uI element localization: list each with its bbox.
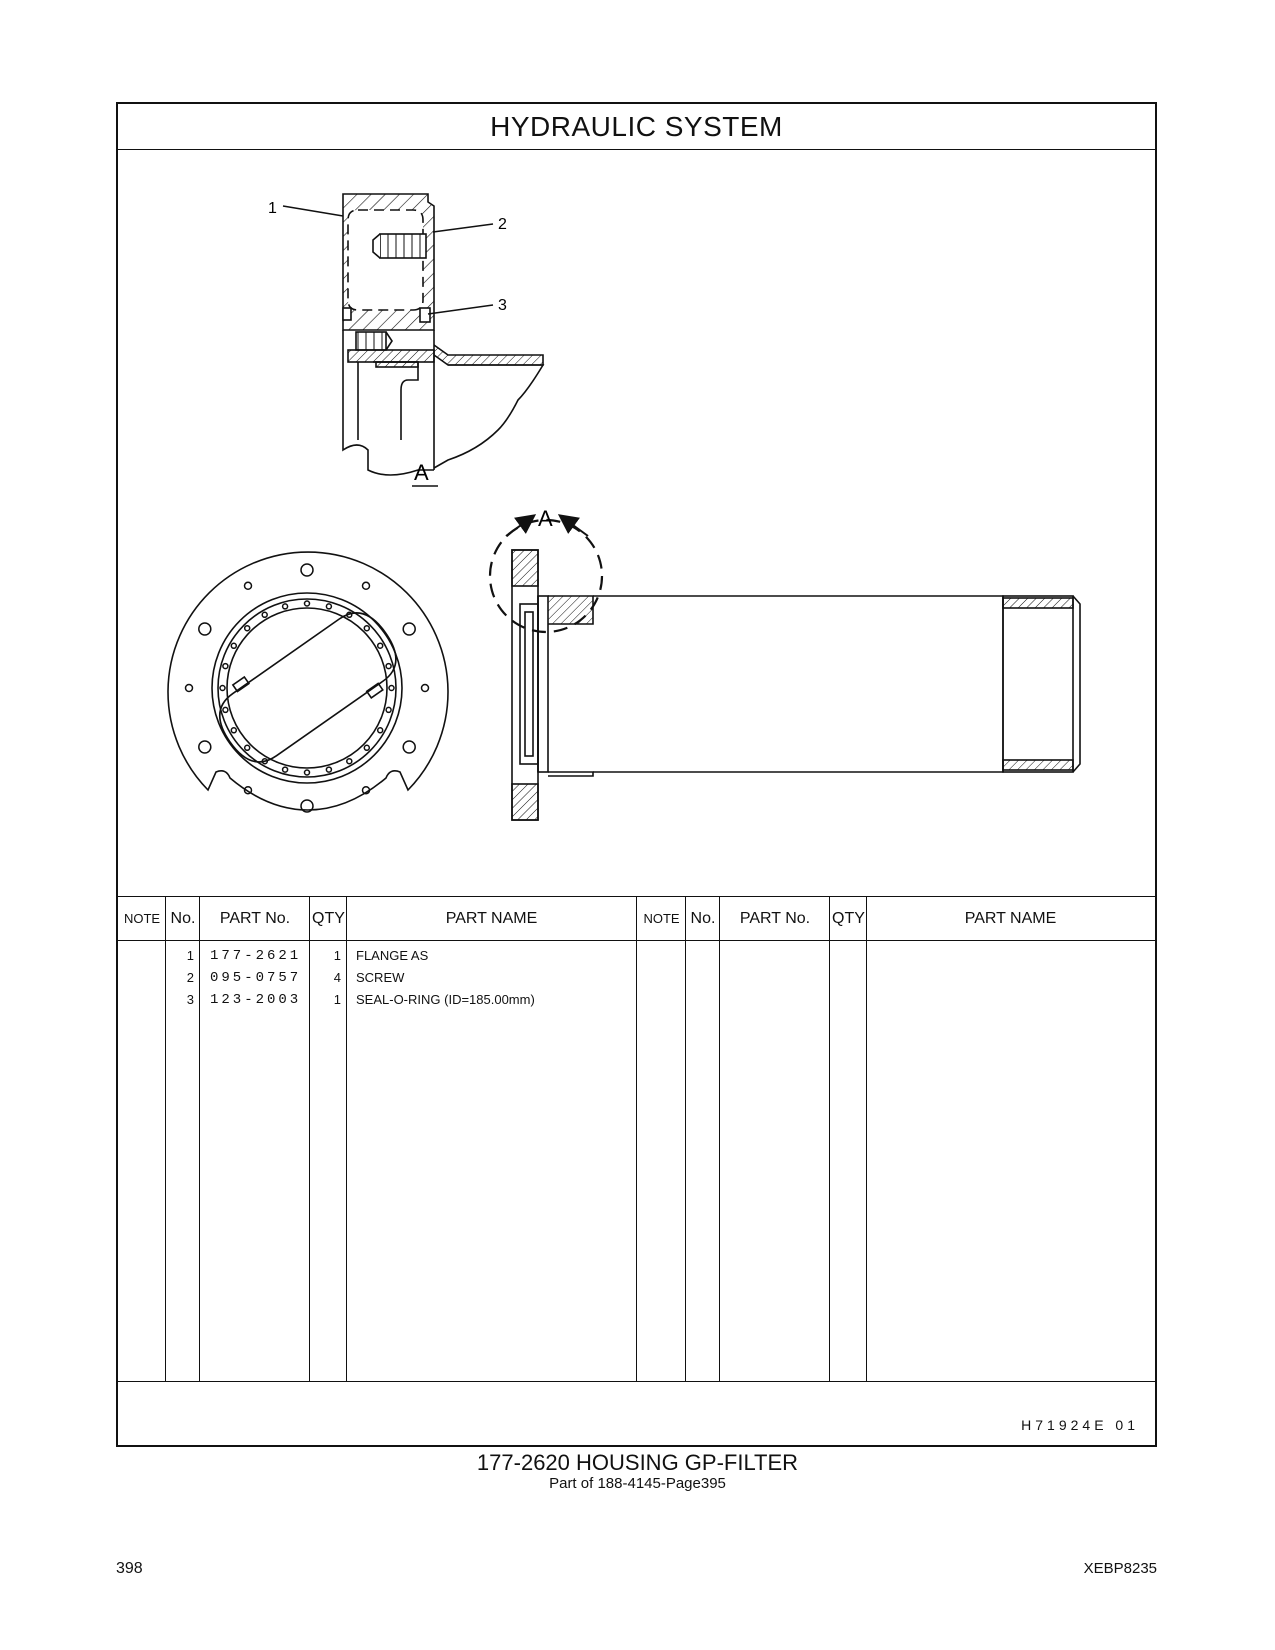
screw-hole: [283, 604, 288, 609]
screw-hole: [305, 601, 310, 606]
bolt-hole: [403, 741, 415, 753]
screw-hole: [231, 643, 236, 648]
bolt-hole: [199, 623, 211, 635]
flange-bolt-holes: [186, 564, 429, 812]
header-part-no: PART No.: [219, 910, 291, 927]
callout-1: 1: [268, 200, 277, 217]
screw-hole: [386, 707, 391, 712]
screw-hole: [326, 767, 331, 772]
callout-3: 3: [498, 297, 507, 314]
header-qty: QTY: [312, 910, 345, 927]
screw-hole: [386, 664, 391, 669]
bolt-hole: [422, 685, 429, 692]
header-no: No.: [170, 910, 196, 927]
screw-hole: [378, 643, 383, 648]
header-part-name: PART NAME: [445, 910, 538, 927]
screw-hole: [364, 626, 369, 631]
table-row: 3 123-2003 1 SEAL-O-RING (ID=185.00mm): [186, 992, 535, 1008]
table-row: 1 177-2621 1 FLANGE AS: [186, 948, 429, 964]
page-number: 398: [116, 1560, 143, 1577]
bolt-hole: [186, 685, 193, 692]
flange-front-view: [168, 552, 448, 810]
screw-hole: [220, 686, 225, 691]
reference-box: [118, 1381, 1155, 1445]
parts-table-right: [636, 897, 1155, 1381]
illustration-reference: H71924E 01: [1021, 1417, 1139, 1433]
header-part-name: PART NAME: [964, 910, 1057, 927]
detail-a-section: [343, 194, 543, 475]
screw-hole: [245, 745, 250, 750]
parts-table: [118, 896, 1155, 1381]
screw-hole: [364, 745, 369, 750]
screw-hole: [305, 770, 310, 775]
bolt-hole: [199, 741, 211, 753]
bolt-hole: [363, 582, 370, 589]
table-header-row: [118, 897, 636, 941]
detail-a-label: A: [414, 460, 429, 485]
screw-hole: [223, 707, 228, 712]
screw-hole: [347, 759, 352, 764]
callout-2: 2: [498, 216, 507, 233]
screw-hole: [231, 728, 236, 733]
exploded-diagram: [118, 150, 1155, 896]
view-a-label: A: [538, 506, 553, 531]
section-title: HYDRAULIC SYSTEM: [118, 104, 1155, 150]
screw-hole: [262, 612, 267, 617]
group-caption: 177-2620 HOUSING GP-FILTER: [476, 1450, 799, 1475]
bolt-hole: [245, 582, 252, 589]
header-no: No.: [690, 910, 716, 927]
screw-hole: [223, 664, 228, 669]
group-subcaption: Part of 188-4145-Page395: [549, 1475, 726, 1492]
screw-hole: [245, 626, 250, 631]
parts-table-left: [118, 897, 636, 1381]
header-qty: QTY: [832, 910, 865, 927]
table-header-row: [637, 897, 1155, 941]
screw-hole: [389, 686, 394, 691]
screw-hole: [326, 604, 331, 609]
housing-side-view: [512, 550, 1080, 820]
header-note: NOTE: [123, 911, 161, 926]
header-part-no: PART No.: [739, 910, 811, 927]
screw-hole: [283, 767, 288, 772]
screw-hole: [378, 728, 383, 733]
document-code: XEBP8235: [1083, 1560, 1157, 1577]
table-row: 2 095-0757 4 SCREW: [186, 970, 405, 986]
catalog-frame: [116, 102, 1157, 1447]
parts-drawing: [118, 150, 1155, 896]
bolt-hole: [403, 623, 415, 635]
header-note: NOTE: [643, 911, 680, 926]
bolt-hole: [301, 564, 313, 576]
